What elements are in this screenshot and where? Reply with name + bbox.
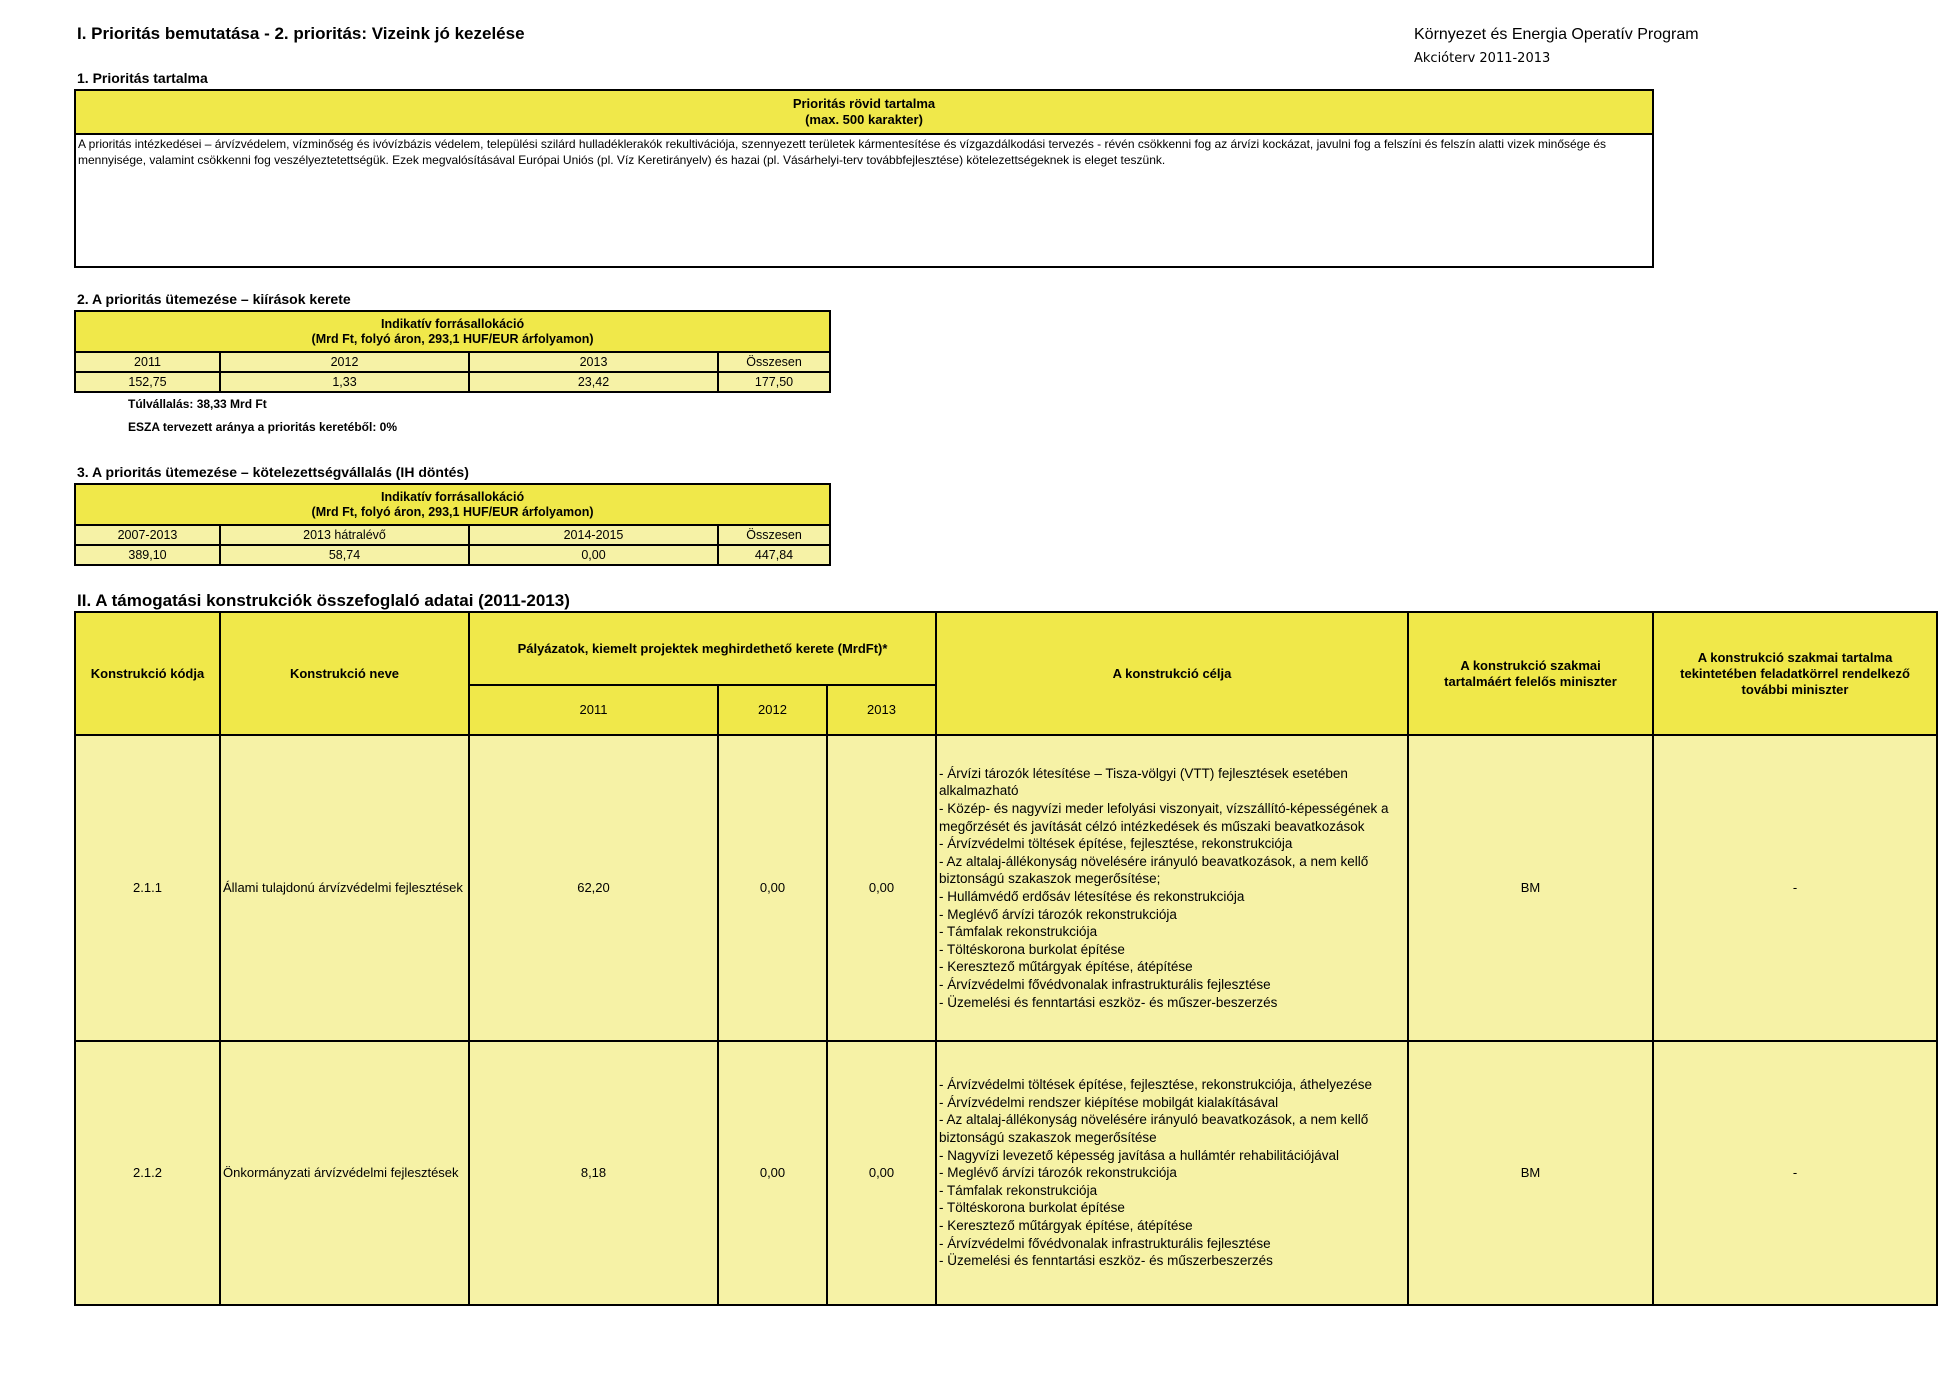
value-cell: 447,84 [718,545,830,565]
section4-title: II. A támogatási konstrukciók összefoglaló adatai (2011-2013) [77,591,570,610]
goal-item: - Keresztező műtárgyak építése, átépítése [939,1217,1193,1233]
budget-2012: 0,00 [718,1041,827,1305]
col-budget-header: Pályázatok, kiemelt projektek meghirdethető kerete (MrdFt)* [469,612,936,685]
construction-name: Önkormányzati árvízvédelmi fejlesztések [220,1041,469,1305]
call-schedule-header-line2: (Mrd Ft, folyó áron, 293,1 HUF/EUR árfolyamon) [311,331,594,346]
priority-content-header [75,90,1653,134]
col-goal-header: A konstrukció célja [936,612,1408,735]
call-schedule-header-line1: Indikatív forrásallokáció [380,316,525,331]
program-name: Környezet és Energia Operatív Program [1414,26,1699,43]
value-cell: 389,10 [75,545,220,565]
commitment-schedule-table [74,483,831,566]
goal-item: - Árvízvédelmi fővédvonalak infrastrukturális fejlesztése [939,1235,1271,1251]
priority-content-text: A prioritás intézkedései – árvízvédelem, vízminőség és ivóvízbázis védelem, települési szilárd hulladéklerakók rekultivációja, szennyezett területek kármentesítése és vízgazdálkodási tervezés - révén csökkenni fog az árvízi kockázat, javulni fog a felszíni és felszín alatti vizek minősége és mennyisége, valamint csökkenni fog veszélyeztetettségük. Ezek megvalósításával Európai Uniós (pl. Víz Keretirányelv) és hazai (pl. Vásárhelyi-terv továbbfejlesztése) kötelezettségeknek is eleget teszünk. [75,134,1653,267]
goal-item: - Árvízvédelmi töltések építése, fejlesztése, rekonstrukciója [939,836,1293,852]
goal-item: - Töltéskorona burkolat építése [939,941,1125,957]
value-cell: 58,74 [220,545,469,565]
section3-title: 3. A prioritás ütemezése – kötelezettségvállalás (IH döntés) [77,464,469,480]
value-cell: 0,00 [469,545,718,565]
budget-2013: 0,00 [827,1041,936,1305]
plan-name: Akcióterv 2011-2013 [1414,51,1551,66]
col-name-header: Konstrukció neve [220,612,469,735]
priority-content-table [74,89,1654,268]
col-header: 2007-2013 [75,525,220,545]
goal-item: - Támfalak rekonstrukciója [939,1182,1098,1198]
responsible-minister: BM [1408,1041,1653,1305]
table-row [75,735,1937,1041]
table-row [75,1041,1937,1305]
col-header: 2014-2015 [469,525,718,545]
construction-code: 2.1.2 [75,1041,220,1305]
other-minister: - [1653,735,1937,1041]
goal-item: - Közép- és nagyvízi meder lefolyási viszonyait, vízszállító-képességének a megőrzését és javítását célzó intézkedések és műszaki beavatkozások [939,801,1389,834]
goal-item: - Keresztező műtárgyak építése, átépítése [939,959,1193,975]
value-cell: 177,50 [718,372,830,392]
value-cell: 23,42 [469,372,718,392]
col-header: 2013 hátralévő [220,525,469,545]
col-minister-header: A konstrukció szakmai tartalmáért felelős miniszter [1408,612,1653,735]
col-other-minister-header: A konstrukció szakmai tartalma tekintetében feladatkörrel rendelkező további miniszter [1653,612,1937,735]
goal-item: - Üzemelési és fenntartási eszköz- és műszer-beszerzés [939,994,1278,1010]
col-year-2013: 2013 [827,685,936,735]
budget-2011: 62,20 [469,735,718,1041]
priority-content-header-line1: Prioritás rövid tartalma [792,96,936,111]
goal-item: - Árvízvédelmi fővédvonalak infrastrukturális fejlesztése [939,976,1271,992]
budget-2013: 0,00 [827,735,936,1041]
goal-item: - Töltéskorona burkolat építése [939,1200,1125,1216]
priority-content-header-line2: (max. 500 karakter) [805,112,923,127]
goal-item: - Az altalaj-állékonyság növelésére irányuló beavatkozások, a nem kellő biztonságú szakaszok megerősítése; [939,853,1369,887]
construction-name: Állami tulajdonú árvízvédelmi fejlesztések [220,735,469,1041]
goal-item: - Az altalaj-állékonyság növelésére irányuló beavatkozások, a nem kellő biztonságú szakaszok megerősítése [939,1112,1369,1146]
value-cell: 152,75 [75,372,220,392]
goal-item: - Meglévő árvízi tározók rekonstrukciója [939,906,1177,922]
col-year-2011: 2011 [469,685,718,735]
construction-summary-table [74,611,1938,1306]
goal-item: - Árvízvédelmi rendszer kiépítése mobilgát kialakításával [939,1094,1279,1110]
goal-item: - Támfalak rekonstrukciója [939,924,1098,940]
col-year-2012: 2012 [718,685,827,735]
goal-item: - Üzemelési és fenntartási eszköz- és műszerbeszerzés [939,1253,1273,1269]
section2-title: 2. A prioritás ütemezése – kiírások kerete [77,291,351,307]
col-header: Összesen [718,352,830,372]
other-minister: - [1653,1041,1937,1305]
goal-item: - Meglévő árvízi tározók rekonstrukciója [939,1165,1177,1181]
goal-item: - Nagyvízi levezető képesség javítása a hullámtér rehabilitációjával [939,1147,1339,1163]
col-header: 2011 [75,352,220,372]
commitment-schedule-header [75,484,830,525]
budget-2012: 0,00 [718,735,827,1041]
overcommitment-note: Túlvállalás: 38,33 Mrd Ft [128,397,267,411]
commitment-schedule-header-line1: Indikatív forrásallokáció [380,489,525,504]
col-header: 2012 [220,352,469,372]
call-schedule-table [74,310,831,393]
construction-goal [936,735,1408,1041]
budget-2011: 8,18 [469,1041,718,1305]
commitment-schedule-header-line2: (Mrd Ft, folyó áron, 293,1 HUF/EUR árfolyamon) [311,504,594,519]
construction-goal [936,1041,1408,1305]
goal-item: - Árvízi tározók létesítése – Tisza-völgyi (VTT) fejlesztések esetében alkalmazható [939,765,1348,799]
responsible-minister: BM [1408,735,1653,1041]
col-code-header: Konstrukció kódja [75,612,220,735]
value-cell: 1,33 [220,372,469,392]
page-title: I. Prioritás bemutatása - 2. prioritás: Vizeink jó kezelése [77,24,525,43]
esza-note: ESZA tervezett aránya a prioritás keretéből: 0% [128,420,397,434]
call-schedule-header [75,311,830,352]
col-header: Összesen [718,525,830,545]
construction-code: 2.1.1 [75,735,220,1041]
col-header: 2013 [469,352,718,372]
goal-item: - Hullámvédő erdősáv létesítése és rekonstrukciója [939,889,1245,904]
goal-item: - Árvízvédelmi töltések építése, fejlesztése, rekonstrukciója, áthelyezése [939,1077,1372,1093]
section1-title: 1. Prioritás tartalma [77,70,208,86]
